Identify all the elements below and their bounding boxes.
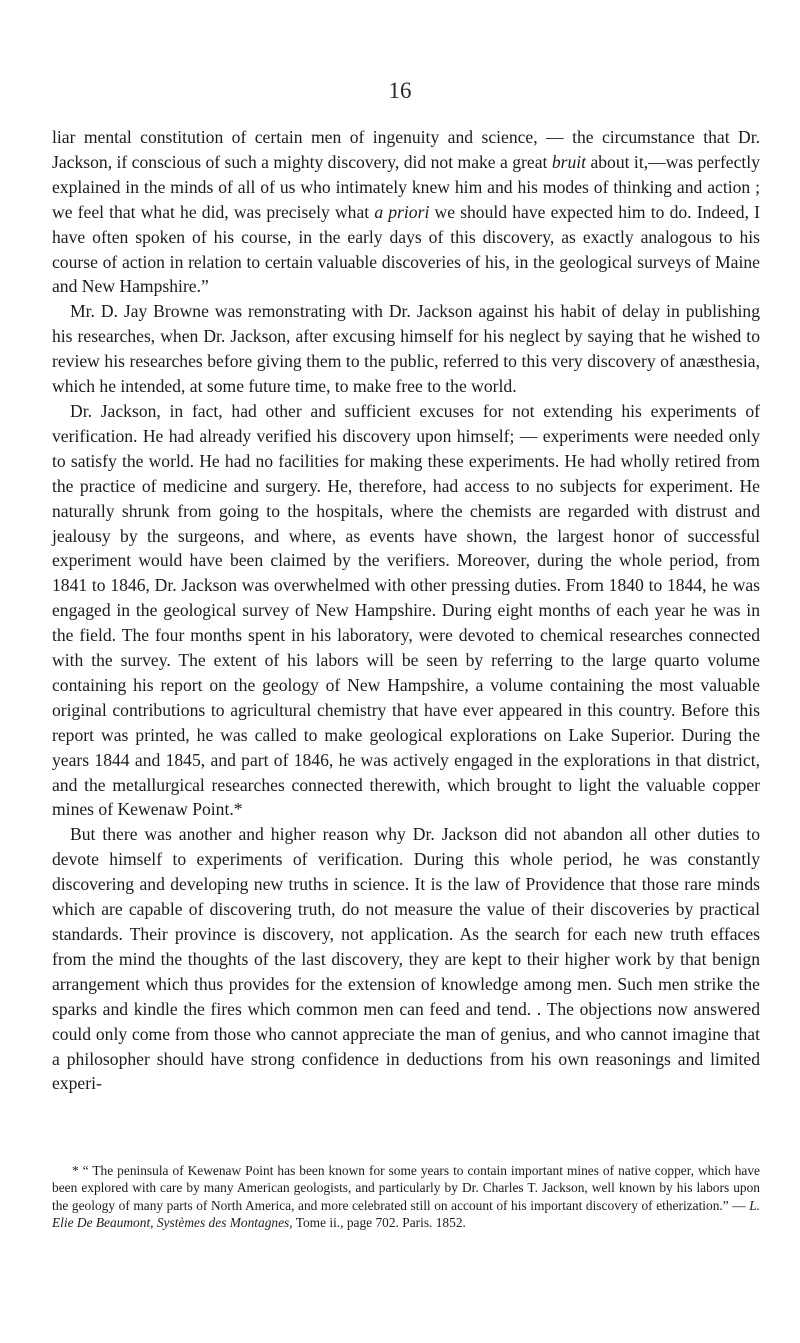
text-run: we should have expected him to do. Indeed, I have often spoken of his course, in the early days of this discovery, as exactly analogous to his course of action in relation to certain valuable discoveries of his, in the geological surveys of Maine and New Hampshire.”: [52, 201, 760, 297]
italic-text-run: a priori: [374, 201, 430, 222]
paragraph: [52, 299, 760, 399]
paragraph: [52, 822, 760, 1096]
page-number: 16: [388, 78, 412, 103]
text-run: about it,—was perfectly explained in the minds of all of us who intimately knew him and his modes of thinking and action ; we feel that what he did, was precisely what: [52, 151, 760, 222]
text-run: Mr. D. Jay Browne was remonstrating with Dr. Jackson against his habit of delay in publishing his researches, when Dr. Jackson, after excusing himself for his neglect by saying that he wished to review his researches before giving them to the public, referred to this very discovery of anæsthesia, which he intended, at some future time, to make free to the world.: [52, 301, 760, 397]
text-run: But there was another and higher reason why Dr. Jackson did not abandon all other duties to devote himself to experiments of verification. During this whole period, he was constantly discovering and developing new truths in science. It is the law of Providence that those rare minds which are capable of discovering truth, do not measure the value of their discoveries by practical standards. Their province is discovery, not application. As the search for each new truth effaces from the mind the thoughts of the last discovery, they are kept to their higher work by that benign arrangement which thus provides for the extension of knowledge among men. Such men strike the sparks and kindle the fires which common men can feed and tend. . The objections now answered could only come from those who cannot appreciate the man of genius, and who cannot imagine that a philosopher should have strong confidence in deductions from his own reasonings and limited experi-: [52, 824, 760, 1094]
text-run: * “ The peninsula of Kewenaw Point has been known for some years to contain important mines of native copper, which have been explored with care by many American geologists, and particularly by Dr. Charles T. Jackson, well known by his labors upon the geology of many parts of North America, and more celebrated still on account of his important discovery of etherization.” —: [52, 1163, 760, 1213]
italic-text-run: bruit: [551, 151, 587, 172]
footnote: [52, 1162, 760, 1232]
italic-text-run: L. Elie De Beaumont, Systèmes des Montagnes,: [52, 1197, 760, 1231]
paragraph: [52, 399, 760, 822]
footnote-paragraph: [52, 1162, 760, 1232]
text-run: Tome ii., page 702. Paris. 1852.: [292, 1215, 466, 1231]
text-run: Dr. Jackson, in fact, had other and sufficient excuses for not extending his experiments of verification. He had already verified his discovery upon himself; — experiments were needed only to satisfy the world. He had no facilities for making these experiments. He had wholly retired from the practice of medicine and surgery. He, therefore, had access to no subjects for experiment. He naturally shrunk from going to the hospitals, where the chemists are regarded with distrust and jealousy by the surgeons, and where, as events have shown, the largest honor of successful experiment would have been claimed by the verifiers. Moreover, during the whole period, from 1841 to 1846, Dr. Jackson was overwhelmed with other pressing duties. From 1840 to 1844, he was engaged in the geological survey of New Hampshire. During eight months of each year he was in the field. The four months spent in his laboratory, were devoted to chemical researches connected with the survey. The extent of his labors will be seen by referring to the large quarto volume containing his report on the geology of New Hampshire, a volume containing the most valuable original contributions to agricultural chemistry that have ever appeared in this country. Before this report was printed, he was called to make geological explorations on Lake Superior. During the years 1844 and 1845, and part of 1846, he was actively engaged in the explorations in that district, and the metallurgical researches connected therewith, which brought to light the valuable copper mines of Kewenaw Point.*: [52, 400, 760, 820]
text-run: liar mental constitution of certain men of ingenuity and science, — the circumstance that Dr. Jackson, if conscious of such a mighty discovery, did not make a great: [52, 127, 760, 172]
paragraph: [52, 125, 760, 299]
body-text: [52, 125, 760, 1096]
